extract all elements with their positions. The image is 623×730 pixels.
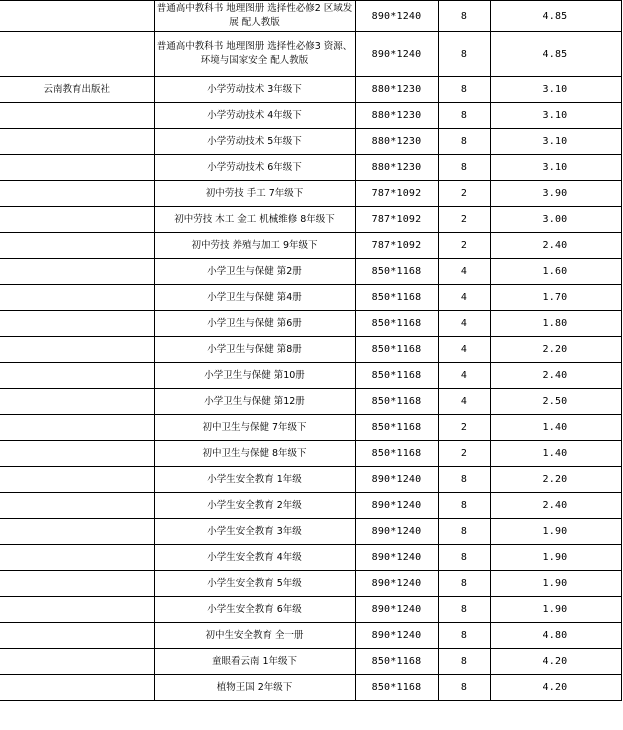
publisher-cell <box>0 155 154 181</box>
sheets-cell: 2 <box>438 233 490 259</box>
sheets-cell: 8 <box>438 103 490 129</box>
sheets-cell: 8 <box>438 493 490 519</box>
title-cell: 普通高中教科书 地理图册 选择性必修2 区域发展 配人教版 <box>154 1 355 32</box>
price-cell: 4.20 <box>490 649 621 675</box>
title-cell: 小学生安全教育 2年级 <box>154 493 355 519</box>
publisher-cell <box>0 675 154 701</box>
format-cell: 890*1240 <box>355 571 438 597</box>
format-cell: 880*1230 <box>355 77 438 103</box>
title-cell: 小学劳动技术 6年级下 <box>154 155 355 181</box>
price-cell: 4.85 <box>490 1 621 32</box>
price-cell: 1.90 <box>490 545 621 571</box>
format-cell: 850*1168 <box>355 441 438 467</box>
title-cell: 小学生安全教育 3年级 <box>154 519 355 545</box>
title-cell: 小学卫生与保健 第8册 <box>154 337 355 363</box>
format-cell: 890*1240 <box>355 519 438 545</box>
format-cell: 850*1168 <box>355 285 438 311</box>
table-row <box>0 519 621 545</box>
sheets-cell: 8 <box>438 649 490 675</box>
sheets-cell: 8 <box>438 32 490 77</box>
table-row <box>0 103 621 129</box>
title-cell: 初中劳技 养殖与加工 9年级下 <box>154 233 355 259</box>
price-cell: 4.80 <box>490 623 621 649</box>
format-cell: 850*1168 <box>355 259 438 285</box>
price-cell: 2.50 <box>490 389 621 415</box>
format-cell: 890*1240 <box>355 623 438 649</box>
title-cell: 小学生安全教育 5年级 <box>154 571 355 597</box>
title-cell: 小学生安全教育 4年级 <box>154 545 355 571</box>
publisher-cell <box>0 519 154 545</box>
table-row <box>0 259 621 285</box>
format-cell: 890*1240 <box>355 493 438 519</box>
sheets-cell: 4 <box>438 285 490 311</box>
format-cell: 890*1240 <box>355 545 438 571</box>
price-cell: 1.90 <box>490 519 621 545</box>
price-cell: 1.80 <box>490 311 621 337</box>
price-cell: 3.10 <box>490 103 621 129</box>
table-row <box>0 597 621 623</box>
sheets-cell: 8 <box>438 77 490 103</box>
format-cell: 890*1240 <box>355 467 438 493</box>
sheets-cell: 8 <box>438 597 490 623</box>
publisher-cell <box>0 467 154 493</box>
publisher-cell <box>0 493 154 519</box>
publisher-cell <box>0 441 154 467</box>
table-row <box>0 337 621 363</box>
sheets-cell: 8 <box>438 545 490 571</box>
title-cell: 初中卫生与保健 8年级下 <box>154 441 355 467</box>
title-cell: 植物王国 2年级下 <box>154 675 355 701</box>
format-cell: 880*1230 <box>355 129 438 155</box>
sheets-cell: 8 <box>438 571 490 597</box>
price-cell: 1.40 <box>490 415 621 441</box>
table-row <box>0 363 621 389</box>
format-cell: 850*1168 <box>355 675 438 701</box>
publisher-cell <box>0 181 154 207</box>
sheets-cell: 8 <box>438 519 490 545</box>
table-row <box>0 233 621 259</box>
title-cell: 小学卫生与保健 第12册 <box>154 389 355 415</box>
price-cell: 3.10 <box>490 77 621 103</box>
price-cell: 1.90 <box>490 597 621 623</box>
price-cell: 4.85 <box>490 32 621 77</box>
publisher-cell <box>0 233 154 259</box>
format-cell: 850*1168 <box>355 389 438 415</box>
title-cell: 普通高中教科书 地理图册 选择性必修3 资源、环境与国家安全 配人教版 <box>154 32 355 77</box>
sheets-cell: 2 <box>438 415 490 441</box>
publisher-cell <box>0 363 154 389</box>
price-cell: 2.40 <box>490 493 621 519</box>
publisher-cell <box>0 623 154 649</box>
table-row <box>0 623 621 649</box>
format-cell: 850*1168 <box>355 649 438 675</box>
table-row <box>0 181 621 207</box>
format-cell: 890*1240 <box>355 32 438 77</box>
publisher-cell <box>0 415 154 441</box>
title-cell: 小学劳动技术 5年级下 <box>154 129 355 155</box>
sheets-cell: 8 <box>438 129 490 155</box>
price-cell: 1.70 <box>490 285 621 311</box>
table-row <box>0 77 621 103</box>
sheets-cell: 4 <box>438 337 490 363</box>
sheets-cell: 8 <box>438 1 490 32</box>
title-cell: 小学生安全教育 6年级 <box>154 597 355 623</box>
title-cell: 小学劳动技术 3年级下 <box>154 77 355 103</box>
publisher-cell <box>0 597 154 623</box>
table-row <box>0 649 621 675</box>
publisher-cell <box>0 259 154 285</box>
table-row <box>0 129 621 155</box>
table-row <box>0 311 621 337</box>
publisher-cell <box>0 1 154 32</box>
title-cell: 小学卫生与保健 第10册 <box>154 363 355 389</box>
price-cell: 2.40 <box>490 363 621 389</box>
table-row <box>0 493 621 519</box>
title-cell: 小学生安全教育 1年级 <box>154 467 355 493</box>
title-cell: 小学劳动技术 4年级下 <box>154 103 355 129</box>
sheets-cell: 8 <box>438 623 490 649</box>
table-row <box>0 285 621 311</box>
format-cell: 787*1092 <box>355 233 438 259</box>
table-row <box>0 675 621 701</box>
title-cell: 初中劳技 手工 7年级下 <box>154 181 355 207</box>
format-cell: 890*1240 <box>355 1 438 32</box>
format-cell: 850*1168 <box>355 415 438 441</box>
table-row <box>0 32 621 77</box>
table-row <box>0 545 621 571</box>
publisher-cell: 云南教育出版社 <box>0 77 154 103</box>
format-cell: 890*1240 <box>355 597 438 623</box>
table-row <box>0 441 621 467</box>
table-row <box>0 389 621 415</box>
sheets-cell: 4 <box>438 311 490 337</box>
sheets-cell: 4 <box>438 389 490 415</box>
title-cell: 初中劳技 木工 金工 机械维修 8年级下 <box>154 207 355 233</box>
publisher-cell <box>0 129 154 155</box>
table-row <box>0 467 621 493</box>
publisher-cell <box>0 389 154 415</box>
title-cell: 小学卫生与保健 第4册 <box>154 285 355 311</box>
price-cell: 1.40 <box>490 441 621 467</box>
format-cell: 880*1230 <box>355 155 438 181</box>
format-cell: 850*1168 <box>355 363 438 389</box>
publisher-cell <box>0 571 154 597</box>
publisher-cell <box>0 207 154 233</box>
title-cell: 初中生安全教育 全一册 <box>154 623 355 649</box>
price-cell: 4.20 <box>490 675 621 701</box>
price-cell: 3.90 <box>490 181 621 207</box>
price-cell: 1.90 <box>490 571 621 597</box>
price-cell: 3.00 <box>490 207 621 233</box>
table-body <box>0 1 621 701</box>
sheets-cell: 8 <box>438 467 490 493</box>
publisher-cell <box>0 285 154 311</box>
format-cell: 850*1168 <box>355 311 438 337</box>
price-cell: 1.60 <box>490 259 621 285</box>
sheets-cell: 4 <box>438 363 490 389</box>
title-cell: 初中卫生与保健 7年级下 <box>154 415 355 441</box>
title-cell: 小学卫生与保健 第6册 <box>154 311 355 337</box>
format-cell: 880*1230 <box>355 103 438 129</box>
price-cell: 3.10 <box>490 155 621 181</box>
format-cell: 787*1092 <box>355 181 438 207</box>
sheets-cell: 2 <box>438 181 490 207</box>
sheets-cell: 4 <box>438 259 490 285</box>
price-cell: 2.40 <box>490 233 621 259</box>
publisher-cell <box>0 103 154 129</box>
table-row <box>0 571 621 597</box>
format-cell: 850*1168 <box>355 337 438 363</box>
table-row <box>0 1 621 32</box>
publisher-cell <box>0 649 154 675</box>
table-row <box>0 207 621 233</box>
publisher-cell <box>0 311 154 337</box>
table-row <box>0 415 621 441</box>
publisher-cell <box>0 337 154 363</box>
table-row <box>0 155 621 181</box>
price-cell: 2.20 <box>490 467 621 493</box>
title-cell: 小学卫生与保健 第2册 <box>154 259 355 285</box>
sheets-cell: 2 <box>438 207 490 233</box>
sheets-cell: 2 <box>438 441 490 467</box>
price-cell: 2.20 <box>490 337 621 363</box>
title-cell: 童眼看云南 1年级下 <box>154 649 355 675</box>
sheets-cell: 8 <box>438 675 490 701</box>
price-cell: 3.10 <box>490 129 621 155</box>
sheets-cell: 8 <box>438 155 490 181</box>
format-cell: 787*1092 <box>355 207 438 233</box>
publisher-cell <box>0 545 154 571</box>
publisher-cell <box>0 32 154 77</box>
